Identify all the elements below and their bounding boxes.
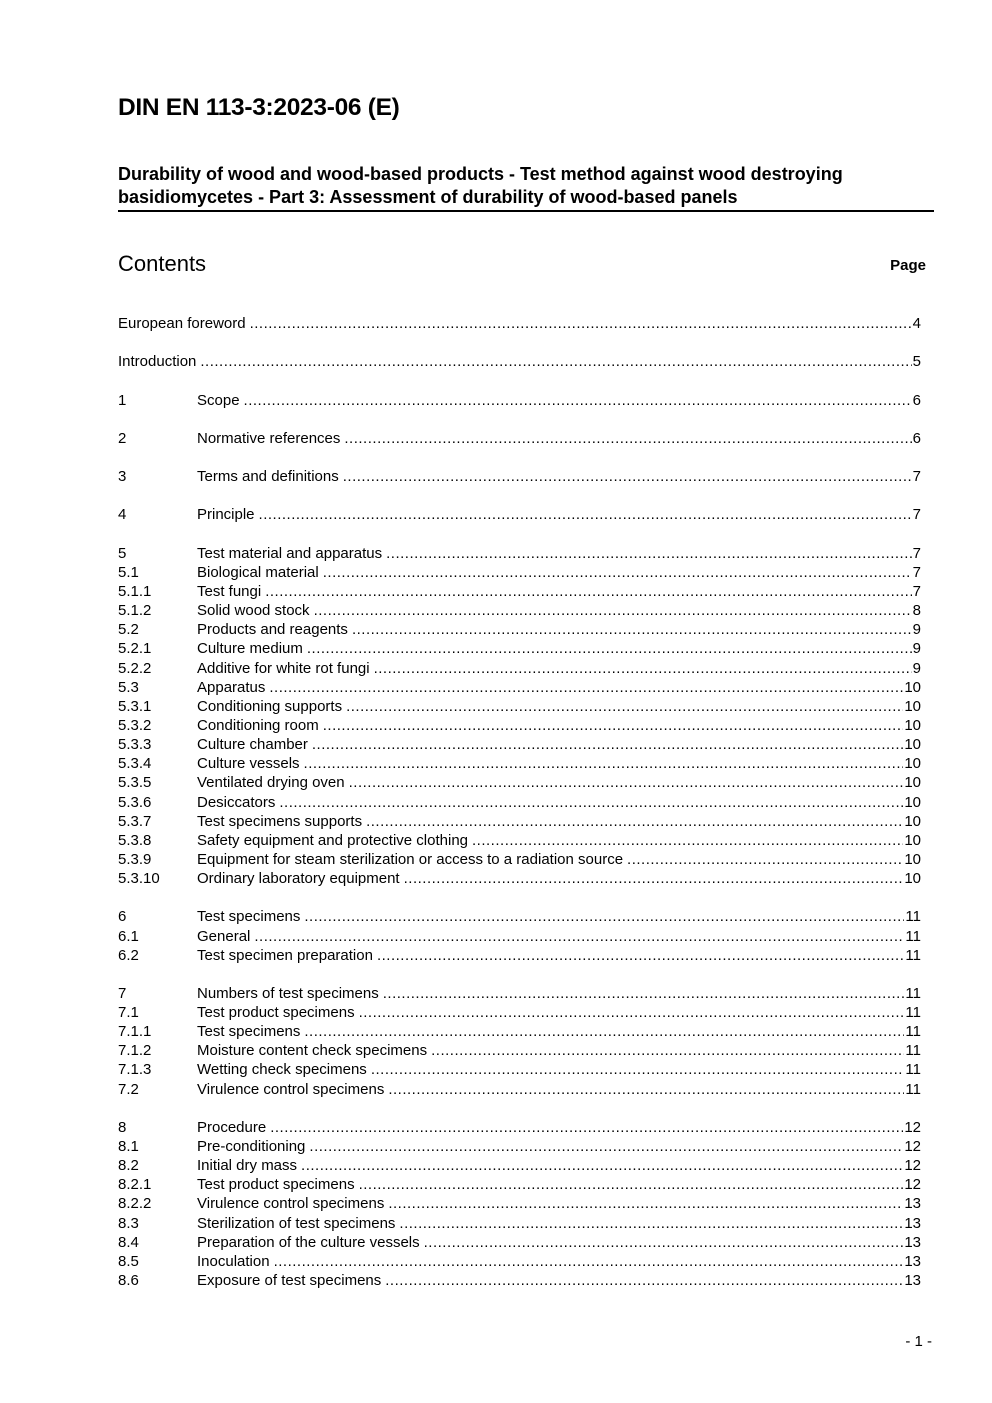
toc-entry-number: 8.2: [118, 1157, 139, 1175]
contents-heading: Contents: [118, 251, 207, 276]
toc-entry-page: 6: [912, 391, 921, 409]
toc-entry-label: General: [197, 927, 251, 945]
toc-dot-leader: [323, 563, 912, 582]
toc-entry-page: 13: [904, 1214, 921, 1232]
toc-entry-label: Exposure of test specimens: [197, 1272, 382, 1290]
toc-entry-page: 7: [912, 506, 921, 524]
toc-entry-page: 13: [904, 1252, 921, 1270]
table-of-contents: [118, 314, 921, 1290]
toc-dot-leader: [377, 946, 904, 965]
toc-entry-page: 10: [904, 850, 921, 868]
toc-entry-label: Terms and definitions: [197, 468, 339, 486]
toc-entry[interactable]: [118, 1194, 921, 1213]
toc-entry[interactable]: [118, 869, 921, 888]
toc-entry[interactable]: [118, 639, 921, 658]
toc-entry-number: 8.2.1: [118, 1176, 152, 1194]
toc-entry-label: Test material and apparatus: [197, 544, 383, 562]
toc-entry-page: 13: [904, 1195, 921, 1213]
toc-entry-label: Desiccators: [197, 793, 276, 811]
toc-entry[interactable]: [118, 735, 921, 754]
toc-entry[interactable]: [118, 927, 921, 946]
toc-entry-number: 7.1.3: [118, 1061, 152, 1079]
toc-entry-label: Numbers of test specimens: [197, 984, 379, 1002]
toc-entry-label: Culture vessels: [197, 755, 300, 773]
toc-entry-label: Solid wood stock: [197, 602, 310, 620]
toc-entry-number: 7.1: [118, 1004, 139, 1022]
toc-entry-label: Test product specimens: [197, 1004, 355, 1022]
toc-dot-leader: [346, 697, 903, 716]
toc-entry-label: Test specimens supports: [197, 812, 363, 830]
toc-dot-leader: [274, 1252, 904, 1271]
toc-dot-leader: [371, 1060, 905, 1079]
toc-entry-page: 9: [912, 659, 921, 677]
toc-entry-label: Culture chamber: [197, 736, 308, 754]
toc-dot-leader: [309, 1137, 903, 1156]
toc-entry[interactable]: [118, 563, 921, 582]
toc-entry-page: 4: [912, 315, 921, 332]
toc-entry-label: Ordinary laboratory equipment: [197, 870, 400, 888]
toc-entry[interactable]: [118, 467, 921, 486]
toc-entry-label: Sterilization of test specimens: [197, 1214, 396, 1232]
toc-dot-leader: [323, 716, 904, 735]
toc-entry-number: 7.2: [118, 1080, 139, 1098]
toc-entry-label: Inoculation: [197, 1252, 270, 1270]
toc-dot-leader: [349, 773, 904, 792]
toc-dot-leader: [383, 984, 905, 1003]
toc-entry[interactable]: [118, 314, 921, 333]
toc-entry[interactable]: [118, 601, 921, 620]
toc-entry-page: 11: [905, 1023, 921, 1041]
toc-entry-label: Test specimens: [197, 1023, 301, 1041]
toc-entry-page: 8: [912, 602, 921, 620]
toc-entry-number: 8.1: [118, 1138, 139, 1156]
toc-entry-label: Test specimen preparation: [197, 946, 373, 964]
toc-entry-number: 8.2.2: [118, 1195, 152, 1213]
toc-entry-page: 10: [904, 793, 921, 811]
toc-entry-label: Virulence control specimens: [197, 1080, 385, 1098]
document-id: DIN EN 113-3:2023-06 (E): [118, 94, 400, 121]
toc-entry-label: Wetting check specimens: [197, 1061, 367, 1079]
toc-dot-leader: [388, 1080, 904, 1099]
toc-entry-label: Moisture content check specimens: [197, 1042, 428, 1060]
toc-entry-page: 7: [912, 563, 921, 581]
toc-entry-page: 11: [905, 908, 921, 926]
toc-entry-label: Ventilated drying oven: [197, 774, 345, 792]
toc-entry-number: 4: [118, 506, 127, 524]
toc-entry[interactable]: [118, 984, 921, 1003]
toc-entry-number: 7.1.1: [118, 1023, 152, 1041]
toc-entry[interactable]: [118, 850, 921, 869]
toc-entry-page: 9: [912, 621, 921, 639]
toc-dot-leader: [627, 850, 903, 869]
toc-entry-number: 5.3.6: [118, 793, 152, 811]
toc-entry-number: 5.1: [118, 563, 139, 581]
toc-entry[interactable]: [118, 620, 921, 639]
toc-entry-page: 10: [904, 812, 921, 830]
toc-entry[interactable]: [118, 697, 921, 716]
toc-entry-page: 10: [904, 716, 921, 734]
toc-entry[interactable]: [118, 1156, 921, 1175]
toc-entry-number: 8: [118, 1118, 127, 1136]
toc-entry-page: 10: [904, 870, 921, 888]
toc-dot-leader: [269, 678, 903, 697]
toc-entry[interactable]: [118, 1175, 921, 1194]
toc-dot-leader: [424, 1233, 904, 1252]
toc-entry[interactable]: [118, 659, 921, 678]
toc-entry-number: 6.2: [118, 946, 139, 964]
toc-entry-label: Normative references: [197, 429, 341, 447]
toc-entry[interactable]: [118, 505, 921, 524]
toc-entry[interactable]: [118, 1233, 921, 1252]
toc-entry-page: 11: [905, 1042, 921, 1060]
toc-entry[interactable]: [118, 544, 921, 563]
toc-entry-page: 7: [912, 582, 921, 600]
toc-dot-leader: [431, 1041, 904, 1060]
toc-entry-number: 5.1.1: [118, 582, 152, 600]
toc-entry-number: 5.3.4: [118, 755, 152, 773]
toc-entry-label: Test fungi: [197, 582, 262, 600]
document-title-line-2: basidiomycetes - Part 3: Assessment of durability of wood-based panels: [118, 187, 738, 207]
toc-entry-number: 7.1.2: [118, 1042, 152, 1060]
toc-entry-page: 10: [904, 755, 921, 773]
toc-entry[interactable]: [118, 1060, 921, 1079]
toc-dot-leader: [343, 467, 912, 486]
document-title-line-1: Durability of wood and wood-based products - Test method against wood destroying: [118, 164, 843, 184]
toc-entry-label: Conditioning supports: [197, 697, 343, 715]
toc-entry[interactable]: [118, 429, 921, 448]
toc-entry-page: 12: [904, 1157, 921, 1175]
toc-entry[interactable]: [118, 678, 921, 697]
document-title: [118, 163, 933, 209]
toc-entry-number: 8.6: [118, 1272, 139, 1290]
toc-entry-page: 7: [912, 544, 921, 562]
toc-entry-number: 5.2.1: [118, 640, 152, 658]
toc-dot-leader: [259, 505, 912, 524]
toc-entry-page: 6: [912, 429, 921, 447]
toc-entry-number: 5.3: [118, 678, 139, 696]
toc-entry-label: Culture medium: [197, 640, 303, 658]
toc-dot-leader: [307, 639, 912, 658]
toc-dot-leader: [265, 582, 911, 601]
toc-dot-leader: [359, 1175, 904, 1194]
toc-entry-page: 11: [905, 946, 921, 964]
toc-dot-leader: [304, 907, 904, 926]
toc-entry-number: 5.1.2: [118, 602, 152, 620]
toc-dot-leader: [270, 1118, 903, 1137]
toc-entry-label: Safety equipment and protective clothing: [197, 831, 469, 849]
toc-dot-leader: [374, 659, 912, 678]
toc-entry-label: Preparation of the culture vessels: [197, 1233, 420, 1251]
toc-entry-page: 11: [905, 1061, 921, 1079]
toc-entry-label: Test specimens: [197, 908, 301, 926]
toc-entry-page: 11: [905, 927, 921, 945]
toc-entry[interactable]: [118, 716, 921, 735]
toc-entry-label: Initial dry mass: [197, 1157, 298, 1175]
title-divider: [118, 210, 934, 212]
toc-entry-page: 9: [912, 640, 921, 658]
toc-entry-label: Test product specimens: [197, 1176, 355, 1194]
toc-dot-leader: [279, 793, 903, 812]
toc-entry-number: 5.2: [118, 621, 139, 639]
toc-dot-leader: [386, 544, 912, 563]
toc-dot-leader: [304, 754, 904, 773]
toc-entry-label: Pre-conditioning: [197, 1138, 306, 1156]
toc-entry[interactable]: [118, 793, 921, 812]
toc-entry[interactable]: [118, 812, 921, 831]
toc-entry[interactable]: [118, 907, 921, 926]
toc-entry[interactable]: [118, 1003, 921, 1022]
toc-entry[interactable]: [118, 946, 921, 965]
toc-entry-page: 10: [904, 697, 921, 715]
toc-dot-leader: [399, 1214, 903, 1233]
toc-dot-leader: [314, 601, 912, 620]
toc-entry-number: 6.1: [118, 927, 139, 945]
toc-entry-number: 8.4: [118, 1233, 139, 1251]
toc-entry-number: 5.3.5: [118, 774, 152, 792]
toc-entry-number: 2: [118, 429, 127, 447]
toc-entry-page: 11: [905, 1080, 921, 1098]
toc-entry[interactable]: [118, 1252, 921, 1271]
toc-entry-page: 7: [912, 468, 921, 486]
toc-entry-label: Products and reagents: [197, 621, 348, 639]
toc-entry-page: 10: [904, 736, 921, 754]
toc-entry-number: 5.3.2: [118, 716, 152, 734]
toc-entry-number: 8.3: [118, 1214, 139, 1232]
toc-entry[interactable]: [118, 1137, 921, 1156]
toc-entry-page: 11: [905, 1004, 921, 1022]
toc-dot-leader: [388, 1194, 903, 1213]
toc-entry-label: Biological material: [197, 563, 319, 581]
toc-entry-page: 13: [904, 1272, 921, 1290]
page-column-heading: Page: [890, 257, 926, 274]
toc-entry-number: 5.3.1: [118, 697, 152, 715]
toc-dot-leader: [304, 1022, 904, 1041]
toc-entry-number: 1: [118, 391, 127, 409]
toc-entry-label: Procedure: [197, 1118, 267, 1136]
toc-entry-number: 5.2.2: [118, 659, 152, 677]
toc-entry[interactable]: [118, 754, 921, 773]
toc-entry-page: 10: [904, 774, 921, 792]
toc-entry-number: 6: [118, 908, 127, 926]
toc-entry-number: 5: [118, 544, 127, 562]
toc-entry-number: 5.3.10: [118, 870, 160, 888]
toc-entry-page: 12: [904, 1176, 921, 1194]
toc-dot-leader: [312, 735, 903, 754]
toc-entry-label: Introduction: [118, 353, 197, 371]
toc-entry-number: 5.3.8: [118, 831, 152, 849]
toc-entry[interactable]: [118, 831, 921, 850]
toc-entry-label: European foreword: [118, 315, 246, 332]
toc-entry-number: 5.3.7: [118, 812, 152, 830]
toc-entry-page: 5: [912, 353, 921, 371]
toc-entry[interactable]: [118, 582, 921, 601]
toc-entry-number: 5.3.3: [118, 736, 152, 754]
toc-dot-leader: [352, 620, 912, 639]
toc-dot-leader: [250, 314, 912, 333]
toc-entry[interactable]: [118, 1041, 921, 1060]
toc-entry-page: 10: [904, 831, 921, 849]
toc-dot-leader: [244, 391, 912, 410]
toc-entry-label: Principle: [197, 506, 255, 524]
toc-entry[interactable]: [118, 352, 921, 371]
toc-dot-leader: [344, 429, 911, 448]
toc-entry-label: Scope: [197, 391, 240, 409]
toc-entry-label: Additive for white rot fungi: [197, 659, 370, 677]
toc-entry-label: Virulence control specimens: [197, 1195, 385, 1213]
toc-dot-leader: [404, 869, 904, 888]
toc-entry[interactable]: [118, 1118, 921, 1137]
toc-dot-leader: [366, 812, 903, 831]
toc-entry-label: Apparatus: [197, 678, 266, 696]
toc-entry[interactable]: [118, 1271, 921, 1290]
toc-entry-label: Equipment for steam sterilization or access to a radiation source: [197, 850, 624, 868]
toc-entry-page: 12: [904, 1138, 921, 1156]
page-number: - 1 -: [905, 1333, 932, 1350]
toc-entry-number: 8.5: [118, 1252, 139, 1270]
toc-dot-leader: [472, 831, 903, 850]
toc-entry[interactable]: [118, 1214, 921, 1233]
toc-dot-leader: [200, 352, 911, 371]
toc-entry[interactable]: [118, 1022, 921, 1041]
toc-dot-leader: [385, 1271, 903, 1290]
toc-dot-leader: [359, 1003, 905, 1022]
toc-entry[interactable]: [118, 391, 921, 410]
toc-entry-number: 3: [118, 468, 127, 486]
toc-dot-leader: [301, 1156, 903, 1175]
toc-entry[interactable]: [118, 773, 921, 792]
toc-entry-label: Conditioning room: [197, 716, 319, 734]
toc-entry-page: 11: [905, 984, 921, 1002]
toc-entry-number: 7: [118, 984, 127, 1002]
toc-entry[interactable]: [118, 1080, 921, 1099]
toc-dot-leader: [254, 927, 904, 946]
toc-entry-page: 13: [904, 1233, 921, 1251]
toc-entry-page: 12: [904, 1118, 921, 1136]
toc-entry-page: 10: [904, 678, 921, 696]
toc-entry-number: 5.3.9: [118, 850, 152, 868]
